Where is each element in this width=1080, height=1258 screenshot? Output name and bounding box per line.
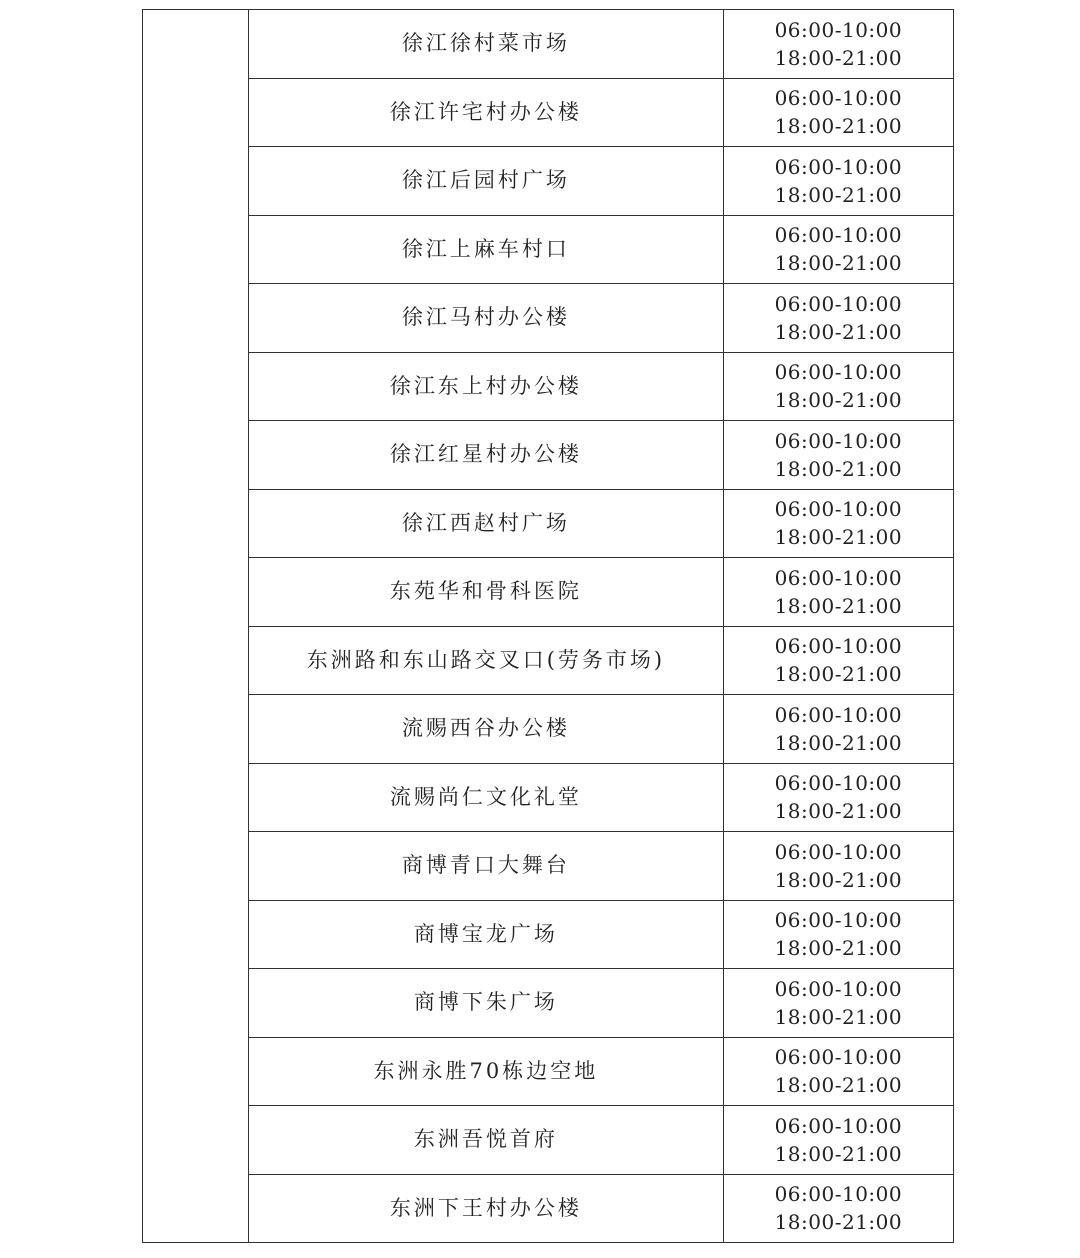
evening-hours: 18:00-21:00 [774,388,903,413]
morning-hours: 06:00-10:00 [774,17,903,42]
evening-hours: 18:00-21:00 [774,593,903,618]
testing-site-schedule-table [142,9,954,1243]
location-cell [249,284,724,353]
hours-cell [723,969,953,1038]
table-row [143,626,954,695]
evening-hours: 18:00-21:00 [774,1141,903,1166]
morning-hours: 06:00-10:00 [774,839,903,864]
table-body [143,10,954,1243]
location-cell [249,215,724,284]
morning-hours: 06:00-10:00 [774,1113,903,1138]
evening-hours: 18:00-21:00 [774,456,903,481]
morning-hours: 06:00-10:00 [774,976,903,1001]
location-cell [249,78,724,147]
location-cell [249,1037,724,1106]
location-cell [249,1106,724,1175]
location-cell [249,1174,724,1243]
table-row [143,1174,954,1243]
location-name: 徐江上麻车村口 [401,236,570,261]
morning-hours: 06:00-10:00 [774,154,903,179]
evening-hours: 18:00-21:00 [774,1004,903,1029]
morning-hours: 06:00-10:00 [774,771,903,796]
hours-cell [723,763,953,832]
location-cell [249,900,724,969]
table-row [143,489,954,558]
location-cell [249,763,724,832]
hours-cell [723,284,953,353]
hours-cell [723,489,953,558]
morning-hours: 06:00-10:00 [774,634,903,659]
location-cell [249,558,724,627]
location-cell [249,832,724,901]
table-row [143,215,954,284]
table-row [143,352,954,421]
hours-cell [723,558,953,627]
evening-hours: 18:00-21:00 [774,114,903,139]
location-cell [249,626,724,695]
location-name: 流赐西谷办公楼 [401,716,570,741]
evening-hours: 18:00-21:00 [774,525,903,550]
location-cell [249,147,724,216]
location-name: 流赐尚仁文化礼堂 [389,784,582,809]
table-row [143,558,954,627]
location-name: 徐江马村办公楼 [401,305,570,330]
evening-hours: 18:00-21:00 [774,662,903,687]
location-cell [249,10,724,79]
location-name: 东苑华和骨科医院 [389,579,582,604]
location-cell [249,352,724,421]
merged-district-cell [143,10,249,1243]
table-row [143,10,954,79]
location-name: 徐江许宅村办公楼 [389,99,582,124]
location-name: 徐江红星村办公楼 [389,442,582,467]
evening-hours: 18:00-21:00 [774,799,903,824]
hours-cell [723,900,953,969]
evening-hours: 18:00-21:00 [774,1073,903,1098]
location-name: 徐江徐村菜市场 [401,31,570,56]
hours-cell [723,626,953,695]
hours-cell [723,1174,953,1243]
location-name: 商博宝龙广场 [413,921,558,946]
hours-cell [723,832,953,901]
location-cell [249,489,724,558]
evening-hours: 18:00-21:00 [774,182,903,207]
evening-hours: 18:00-21:00 [774,45,903,70]
location-name: 徐江后园村广场 [401,168,570,193]
morning-hours: 06:00-10:00 [774,223,903,248]
hours-cell [723,1106,953,1175]
hours-cell [723,1037,953,1106]
table-row [143,763,954,832]
morning-hours: 06:00-10:00 [774,1045,903,1070]
evening-hours: 18:00-21:00 [774,867,903,892]
hours-cell [723,78,953,147]
morning-hours: 06:00-10:00 [774,702,903,727]
table-row [143,695,954,764]
evening-hours: 18:00-21:00 [774,936,903,961]
location-name: 徐江西赵村广场 [401,510,570,535]
location-cell [249,421,724,490]
table-row [143,1037,954,1106]
morning-hours: 06:00-10:00 [774,908,903,933]
morning-hours: 06:00-10:00 [774,1182,903,1207]
morning-hours: 06:00-10:00 [774,360,903,385]
location-name: 商博下朱广场 [413,990,558,1015]
location-name: 东洲路和东山路交叉口(劳务市场) [306,647,666,672]
table-row [143,832,954,901]
table-row [143,421,954,490]
evening-hours: 18:00-21:00 [774,319,903,344]
location-name: 徐江东上村办公楼 [389,373,582,398]
morning-hours: 06:00-10:00 [774,565,903,590]
morning-hours: 06:00-10:00 [774,291,903,316]
location-cell [249,695,724,764]
table-row [143,1106,954,1175]
evening-hours: 18:00-21:00 [774,251,903,276]
evening-hours: 18:00-21:00 [774,1210,903,1235]
location-name: 东洲下王村办公楼 [389,1195,582,1220]
morning-hours: 06:00-10:00 [774,497,903,522]
location-cell [249,969,724,1038]
hours-cell [723,10,953,79]
table-row [143,284,954,353]
table-row [143,969,954,1038]
hours-cell [723,215,953,284]
table-row [143,78,954,147]
location-name: 东洲永胜70栋边空地 [373,1058,599,1083]
hours-cell [723,421,953,490]
morning-hours: 06:00-10:00 [774,86,903,111]
morning-hours: 06:00-10:00 [774,428,903,453]
hours-cell [723,352,953,421]
hours-cell [723,695,953,764]
location-name: 商博青口大舞台 [401,853,570,878]
table-row [143,900,954,969]
evening-hours: 18:00-21:00 [774,730,903,755]
table-row [143,147,954,216]
hours-cell [723,147,953,216]
location-name: 东洲吾悦首府 [413,1127,558,1152]
